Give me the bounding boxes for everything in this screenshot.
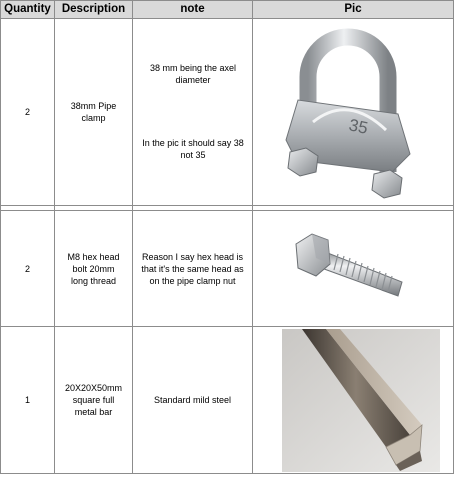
header-description: Description: [55, 0, 132, 18]
row3-quantity: 1: [24, 395, 30, 405]
grid-line: [0, 205, 454, 206]
row1-description: 38mm Pipe clamp: [70, 101, 117, 123]
row3-description: 20X20X50mm square full metal bar: [64, 383, 123, 417]
u-bolt-pipe-clamp-icon: [268, 22, 428, 202]
header-quantity: Quantity: [1, 0, 54, 18]
header-pic: Pic: [253, 0, 453, 18]
clamp-stamp-text: 35: [347, 115, 370, 138]
row2-description: M8 hex head bolt 20mm long thread: [67, 251, 120, 286]
row1-note-top: 38 mm being the axel diameter: [149, 63, 237, 85]
row2-quantity: 2: [24, 263, 30, 274]
row1-note-bottom: In the pic it should say 38 not 35: [142, 138, 244, 160]
row1-quantity: 2: [24, 107, 30, 117]
grid-line: [252, 0, 253, 474]
square-steel-bar-icon: [282, 329, 440, 472]
hex-bolt-icon: [290, 230, 410, 312]
grid-line: [0, 0, 454, 1]
header-note: note: [133, 0, 252, 18]
row2-note: Reason I say hex head is that it's the same head as on the pipe clamp nut: [141, 251, 244, 286]
row3-note: Standard mild steel: [153, 395, 232, 405]
